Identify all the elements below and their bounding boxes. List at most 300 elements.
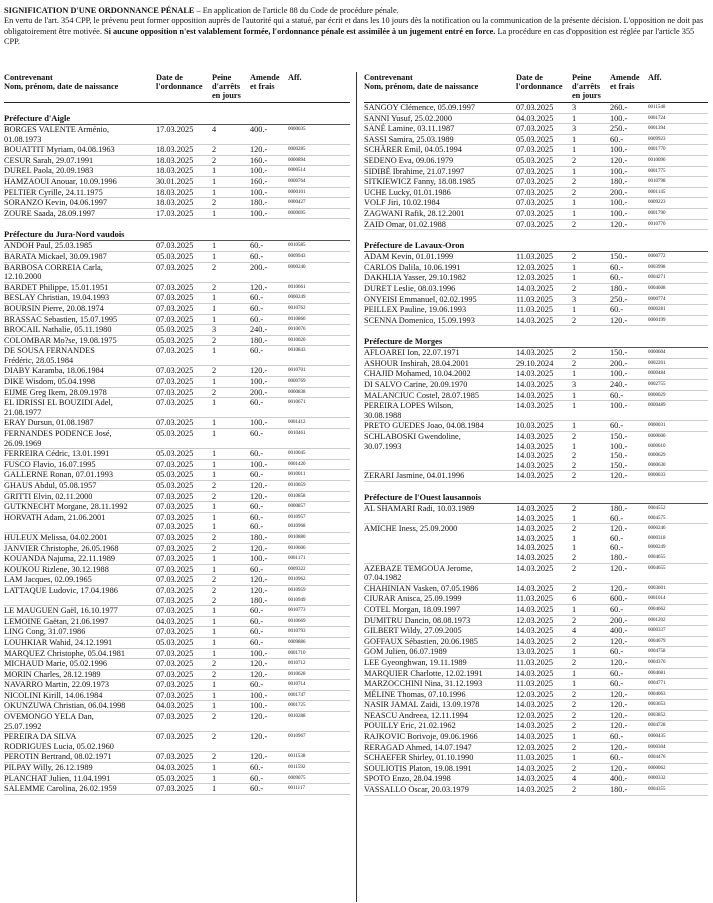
cell-contrevenant: POUILLY Eric, 21.02.1962 xyxy=(364,721,456,731)
cell-amende: 60.- xyxy=(250,251,264,261)
cell-amende: 180.- 60.- xyxy=(610,504,628,523)
table-row xyxy=(4,325,350,336)
cell-amende: 120.- xyxy=(610,721,628,731)
cell-contrevenant: MARQUIER Charlotte, 12.02.1991 xyxy=(364,668,483,678)
table-row xyxy=(4,763,350,774)
cell-amende: 120.- xyxy=(610,657,628,667)
cell-peine: 2 xyxy=(572,252,577,262)
cell-contrevenant: SCHAEFER Shirley, 01.10.1990 xyxy=(364,753,474,763)
cell-aff: 0010880 xyxy=(288,534,306,540)
cell-amende: 400.- xyxy=(610,774,628,784)
cell-contrevenant: DAKHLIA Yasser, 29.10.1982 xyxy=(364,273,466,283)
cell-amende: 260.- xyxy=(610,103,628,112)
cell-contrevenant: FERNANDES PODENCE José, 26.09.1969 xyxy=(4,429,112,448)
cell-peine: 1 xyxy=(572,390,577,400)
cell-date: 07.03.2025 xyxy=(156,293,194,303)
table-row xyxy=(4,177,350,188)
cell-contrevenant: GOFFAUX Sébastien, 20.06.1985 xyxy=(364,636,478,646)
cell-date: 14.03.2025 xyxy=(516,401,554,411)
cell-peine: 1 xyxy=(212,241,217,251)
cell-amende: 60.- xyxy=(250,449,264,459)
table-row xyxy=(364,177,708,188)
col-header-aff: Aff. xyxy=(288,73,302,82)
cell-peine: 2 xyxy=(212,491,217,501)
cell-amende: 100.- xyxy=(250,701,268,711)
cell-contrevenant: SORANZO Kevin, 04.06.1997 xyxy=(4,198,108,208)
cell-amende: 120.- xyxy=(610,742,628,752)
cell-date: 07.03.2025 xyxy=(156,398,194,408)
cell-aff: 0009223 xyxy=(648,200,666,206)
cell-aff: 0010461 xyxy=(288,431,306,437)
cell-peine: 1 xyxy=(212,470,217,480)
cell-date: 07.03.2025 xyxy=(156,554,194,564)
table-row xyxy=(364,220,708,231)
cell-aff: 0011592 xyxy=(288,765,306,771)
cell-date: 07.03.2025 xyxy=(156,648,194,658)
cell-aff: 0010962 xyxy=(288,577,306,583)
cell-contrevenant: MARZOCCHINI Nina, 31.12.1993 xyxy=(364,679,483,689)
cell-contrevenant: GRITTI Elvin, 02.11.2000 xyxy=(4,491,93,501)
cell-peine: 2 xyxy=(212,669,217,679)
cell-peine: 1 xyxy=(572,273,577,283)
cell-contrevenant: SANÉ Lamine, 03.11.1987 xyxy=(364,124,455,134)
cell-amende: 60.- xyxy=(250,637,264,647)
cell-peine: 1 xyxy=(572,145,577,155)
cell-amende: 120.- xyxy=(250,712,268,722)
cell-date: 14.03.2025 xyxy=(516,390,554,400)
cell-peine: 1 1 xyxy=(212,512,217,532)
table-row xyxy=(4,606,350,617)
cell-aff: 0000101 xyxy=(288,189,306,195)
cell-aff: 0010793 xyxy=(288,629,306,635)
cell-contrevenant: MICHAUD Marie, 05.02.1996 xyxy=(4,659,108,669)
cell-amende: 200.- xyxy=(250,262,268,272)
cell-aff: 0004681 xyxy=(648,670,666,676)
cell-aff: 0011117 xyxy=(288,786,305,792)
table-row xyxy=(364,167,708,178)
table-row xyxy=(364,273,708,284)
cell-peine: 2 xyxy=(572,721,577,731)
cell-contrevenant: AFLOAREI Ion, 22.07.1971 xyxy=(364,348,460,358)
cell-date: 05.03.2025 xyxy=(156,429,194,439)
cell-date: 14.03.2025 xyxy=(516,604,554,614)
cell-contrevenant: DUREL Paola, 20.09.1983 xyxy=(4,166,94,176)
table-row xyxy=(4,336,350,347)
table-row xyxy=(364,764,708,775)
cell-aff: 0000695 xyxy=(288,210,306,216)
cell-contrevenant: COTEL Morgan, 18.09.1997 xyxy=(364,604,461,614)
cell-date: 11.03.2025 xyxy=(516,679,554,689)
col-header-amende: Amende et frais xyxy=(610,73,640,91)
table-row xyxy=(4,429,350,449)
cell-contrevenant: ZERARI Jasmine, 04.01.1996 xyxy=(364,471,465,481)
col-header-amende: Amende et frais xyxy=(250,73,280,91)
cell-contrevenant: CHAJID Mohamed, 10.04.2002 xyxy=(364,369,471,379)
cell-contrevenant: JANVIER Christophe, 26.05.1968 xyxy=(4,543,119,553)
cell-date: 17.03.2025 xyxy=(156,125,194,134)
cell-aff: 0001775 xyxy=(648,168,666,174)
cell-aff: 0000772 xyxy=(648,254,666,260)
cell-amende: 100.- xyxy=(250,187,268,197)
cell-peine: 1 xyxy=(212,208,217,218)
cell-amende: 60.- xyxy=(250,606,264,616)
cell-amende: 200.- xyxy=(610,358,628,368)
cell-amende: 100.- xyxy=(610,208,628,218)
cell-date: 05.03.2025 xyxy=(156,637,194,647)
cell-aff: 0010059 xyxy=(288,483,306,488)
cell-peine: 1 xyxy=(572,134,577,144)
cell-peine: 2 1 xyxy=(572,504,577,523)
cell-aff: 0010606 xyxy=(288,545,306,551)
cell-peine: 2 xyxy=(572,763,577,773)
table-row xyxy=(364,774,708,785)
cell-contrevenant: LAM Jacques, 02.09.1965 xyxy=(4,575,92,585)
cell-aff: 0000240 xyxy=(288,264,306,270)
cell-aff: 0004608 xyxy=(648,285,666,291)
cell-aff: 0010671 xyxy=(288,400,306,406)
cell-peine: 1 xyxy=(212,418,217,428)
cell-amende: 60.- xyxy=(250,616,264,626)
cell-aff: 0000337 xyxy=(648,628,666,634)
cell-date: 05.03.2025 xyxy=(156,251,194,261)
cell-contrevenant: GHAUS Abdul, 05.08.1957 xyxy=(4,481,97,490)
cell-amende: 60.- xyxy=(250,314,264,324)
cell-contrevenant: DURET Leslie, 08.03.1996 xyxy=(364,283,456,293)
cell-amende: 60.- xyxy=(610,647,624,657)
cell-peine: 1 xyxy=(572,369,577,379)
cell-aff: 0010770 xyxy=(648,221,666,227)
cell-amende: 60.- xyxy=(250,241,264,251)
cell-peine: 1 xyxy=(572,604,577,614)
cell-contrevenant: COLOMBAR Mo?se, 19.08.1975 xyxy=(4,335,117,345)
cell-peine: 3 xyxy=(572,124,577,134)
cell-aff: 0000285 xyxy=(288,147,306,153)
cell-aff: 0010661 xyxy=(288,284,306,290)
cell-peine: 2 xyxy=(572,700,577,710)
cell-date: 07.03.2025 xyxy=(516,208,554,218)
cell-peine: 2 xyxy=(572,219,577,229)
cell-date: 11.03.2025 xyxy=(516,252,554,262)
cell-peine: 1 xyxy=(572,113,577,123)
cell-amende: 60.- xyxy=(610,305,624,315)
cell-date: 05.03.2025 xyxy=(156,449,194,459)
cell-contrevenant: NAVARRO Martin, 22.09.1973 xyxy=(4,680,110,690)
cell-contrevenant: ZAGWANI Rafik, 28.12.2001 xyxy=(364,208,465,218)
table-row xyxy=(364,647,708,658)
cell-aff: 0010096 xyxy=(648,157,666,163)
cell-amende: 100.- xyxy=(250,554,268,564)
cell-contrevenant: GOM Julien, 06.07.1989 xyxy=(364,647,447,657)
col-header-date: Date de l'ordonnance xyxy=(156,73,203,91)
cell-amende: 120.- xyxy=(250,145,268,155)
cell-aff: 0000769 xyxy=(288,379,306,385)
cell-contrevenant: AL SHAMARI Radi, 10.03.1989 xyxy=(364,504,475,513)
cell-amende: 250.- xyxy=(610,294,628,304)
cell-date: 07.03.2025 xyxy=(156,532,194,542)
cell-aff: 0000764 xyxy=(288,178,306,184)
cell-peine: 1 xyxy=(572,732,577,742)
table-row xyxy=(4,388,350,399)
cell-peine: 2 xyxy=(572,615,577,625)
cell-contrevenant: BARBOSA CORREIA Carla, 12.10.2000 xyxy=(4,262,103,282)
cell-date: 10.03.2025 xyxy=(516,421,554,431)
cell-date: 07.03.2025 xyxy=(516,198,554,208)
cell-aff: 0004728 xyxy=(648,723,666,729)
cell-contrevenant: DIABY Karamba, 18.06.1984 xyxy=(4,366,104,376)
cell-aff: 0010714 xyxy=(288,682,306,688)
cell-peine: 2 xyxy=(572,689,577,699)
cell-date: 14.03.2025 xyxy=(516,369,554,379)
cell-aff: 0000246 0000318 0000249 0004655 xyxy=(648,526,666,560)
cell-contrevenant: SPOTO Enzo, 28.04.1998 xyxy=(364,774,451,784)
left-column xyxy=(4,72,350,795)
cell-amende: 100.- xyxy=(250,208,268,218)
cell-peine: 2 xyxy=(212,335,217,345)
table-row xyxy=(364,295,708,306)
table-row xyxy=(4,377,350,388)
cell-amende: 100.- xyxy=(610,369,628,379)
cell-peine: 2 xyxy=(212,198,217,208)
cell-peine: 1 xyxy=(572,421,577,431)
table-row xyxy=(4,460,350,471)
cell-aff: 0004376 xyxy=(648,659,666,665)
section-title: Préfecture du Jura-Nord vaudois xyxy=(4,219,350,241)
cell-date: 12.03.2025 xyxy=(516,710,554,720)
cell-amende: 250.- xyxy=(610,124,628,134)
cell-aff: 0000894 xyxy=(288,157,306,163)
cell-peine: 1 xyxy=(212,648,217,658)
cell-amende: 60.- xyxy=(610,273,624,283)
cell-aff: 0010628 xyxy=(288,671,306,677)
cell-aff: 0001412 xyxy=(288,420,306,426)
cell-contrevenant: SCHÄRER Emil, 04.05.1994 xyxy=(364,145,462,155)
table-row xyxy=(364,188,708,199)
cell-aff: 0002755 xyxy=(648,382,666,388)
cell-peine: 2 xyxy=(212,543,217,553)
cell-date: 11.03.2025 xyxy=(516,753,554,763)
cell-aff: 0000249 xyxy=(288,295,306,301)
cell-amende: 60.- xyxy=(610,390,624,400)
cell-amende: 120.- xyxy=(250,366,268,376)
cell-aff: 0004679 xyxy=(648,638,666,644)
cell-contrevenant: MARQUEZ Christophe, 05.04.1981 xyxy=(4,648,125,658)
cell-aff: 0010858 xyxy=(288,493,306,499)
cell-contrevenant: GUTKNECHT Morgane, 28.11.1992 xyxy=(4,502,128,512)
table-row xyxy=(4,188,350,199)
cell-aff: 0010020 xyxy=(288,337,306,343)
table-row xyxy=(364,316,708,327)
cell-date: 05.03.2025 xyxy=(156,773,194,783)
cell-date: 12.03.2025 xyxy=(516,689,554,699)
cell-contrevenant: SITKIEWICZ Fanny, 18.08.1985 xyxy=(364,177,476,187)
cell-contrevenant: MORIN Charles, 28.12.1989 xyxy=(4,669,101,679)
cell-amende: 100.- xyxy=(250,418,268,428)
cell-date: 07.03.2025 xyxy=(516,145,554,155)
table-row xyxy=(364,504,708,524)
cell-amende: 60.- xyxy=(250,680,264,690)
cell-peine: 3 xyxy=(212,325,217,335)
cell-contrevenant: UCHE Lucky, 01.01.1986 xyxy=(364,187,451,197)
cell-date: 07.03.2025 xyxy=(156,606,194,616)
table-row xyxy=(4,554,350,565)
cell-contrevenant: PELTIER Cyrille, 24.11.1975 xyxy=(4,187,103,197)
cell-peine: 2 xyxy=(572,471,577,481)
cell-date: 07.03.2025 xyxy=(156,262,194,272)
cell-aff: 0010773 xyxy=(288,608,306,614)
cell-amende: 180.- xyxy=(610,785,628,795)
cell-amende: 120.- 60.- 60.- 180.- xyxy=(610,524,628,562)
cell-peine: 2 xyxy=(572,187,577,197)
cell-contrevenant: NASIR JAMAL Zaidi, 13.09.1978 xyxy=(364,700,480,710)
table-row xyxy=(364,252,708,263)
cell-contrevenant: ZAID Omar, 01.02.1988 xyxy=(364,219,446,229)
table-row xyxy=(364,145,708,156)
cell-aff: 0009075 xyxy=(288,775,306,781)
cell-aff: 0010669 xyxy=(288,618,306,624)
cell-date: 07.03.2025 xyxy=(156,564,194,574)
cell-peine: 1 xyxy=(212,773,217,783)
cell-date: 14.03.2025 14.03.2025 xyxy=(516,504,554,523)
cell-date: 14.03.2025 14.03.2025 14.03.2025 14.03.2025 xyxy=(516,432,554,470)
cell-aff: 0010967 xyxy=(288,734,306,740)
cell-peine: 1 xyxy=(572,198,577,208)
cell-aff: 0004355 xyxy=(648,787,666,793)
cell-peine: 1 xyxy=(572,753,577,763)
cell-aff: 0000435 xyxy=(648,734,666,740)
cell-date: 29.10.2024 xyxy=(516,358,554,368)
cell-aff: 0010712 xyxy=(288,661,306,667)
cell-contrevenant: HULEUX Melissa, 04.02.2001 xyxy=(4,532,108,542)
cell-date: 30.01.2025 xyxy=(156,176,194,186)
cell-date: 07.03.2025 xyxy=(156,377,194,387)
cell-amende: 100.- xyxy=(610,401,628,411)
cell-date: 11.03.2025 xyxy=(516,294,554,304)
cell-peine: 4 xyxy=(572,626,577,636)
cell-contrevenant: PEREIRA LOPES Wilson, 30.08.1988 xyxy=(364,401,454,420)
cell-date: 14.03.2025 14.03.2025 14.03.2025 14.03.2025 xyxy=(516,524,554,562)
table-row xyxy=(364,124,708,135)
cell-date: 14.03.2025 xyxy=(516,700,554,710)
cell-aff: 0001171 xyxy=(288,556,306,562)
table-row xyxy=(4,565,350,576)
cell-amende: 60.- 60.- xyxy=(250,512,264,532)
cell-date: 14.03.2025 xyxy=(516,348,554,358)
cell-peine: 3 xyxy=(572,103,577,112)
cell-date: 13.03.2025 xyxy=(516,647,554,657)
table-row xyxy=(4,252,350,263)
cell-aff: 0001710 xyxy=(288,650,306,656)
cell-contrevenant: BARDET Philippe, 15.01.1951 xyxy=(4,282,109,292)
cell-date: 18.03.2025 xyxy=(156,155,194,165)
cell-peine: 3 xyxy=(572,294,577,304)
cell-date: 14.03.2025 xyxy=(516,636,554,646)
table-row xyxy=(364,732,708,743)
table-row xyxy=(4,774,350,785)
cell-date: 07.03.2025 xyxy=(156,491,194,501)
cell-peine: 2 xyxy=(212,659,217,669)
cell-peine: 1 xyxy=(212,346,217,356)
table-row xyxy=(364,369,708,380)
cell-date: 18.03.2025 xyxy=(156,145,194,155)
cell-date: 07.03.2025 xyxy=(156,303,194,313)
cell-contrevenant: ZOURE Saada, 28.09.1997 xyxy=(4,208,96,218)
cell-peine: 1 xyxy=(572,208,577,218)
cell-date: 05.03.2025 xyxy=(156,481,194,490)
cell-contrevenant: SCHLABOSKI Gwendoline, 30.07.1993 xyxy=(364,432,461,451)
cell-peine: 1 xyxy=(212,176,217,186)
cell-aff: 0011540 xyxy=(648,105,666,110)
table-row xyxy=(4,398,350,418)
cell-date: 07.03.2025 xyxy=(156,502,194,512)
cell-amende: 120.- xyxy=(610,583,628,593)
cell-aff: 0003852 xyxy=(648,712,666,718)
table-row xyxy=(4,125,350,145)
col-header-contrevenant: Contrevenant Nom, prénom, date de naissance xyxy=(4,73,119,91)
cell-aff: 0001770 xyxy=(648,147,666,153)
cell-date: 04.03.2025 xyxy=(156,616,194,626)
cell-date: 14.03.2025 xyxy=(516,763,554,773)
cell-contrevenant: SANNI Yusuf, 25.02.2000 xyxy=(364,113,452,123)
cell-contrevenant: OKUNZUWA Christian, 06.04.1998 xyxy=(4,701,126,711)
cell-aff: 0004063 xyxy=(648,691,666,697)
cell-contrevenant: NEASCU Andreea, 12.11.1994 xyxy=(364,710,469,720)
cell-amende: 100.- xyxy=(250,377,268,387)
cell-contrevenant: FUSCO Flavio, 16.07.1995 xyxy=(4,459,96,469)
cell-peine: 3 xyxy=(572,380,577,390)
cell-amende: 60.- xyxy=(610,753,624,763)
cell-amende: 120.- xyxy=(250,575,268,585)
cell-aff: 0004662 xyxy=(648,606,666,612)
cell-aff: 0010866 xyxy=(288,316,306,322)
cell-peine: 1 xyxy=(212,303,217,313)
cell-aff: 0003998 xyxy=(648,264,666,270)
cell-contrevenant: DUMITRU Dancin, 08.08.1973 xyxy=(364,615,471,625)
table-row xyxy=(364,679,708,690)
cell-peine: 4 xyxy=(572,774,577,784)
cell-peine: 2 xyxy=(212,366,217,376)
cell-date: 17.03.2025 xyxy=(156,208,194,218)
right-column xyxy=(364,72,708,796)
cell-contrevenant: GALLERNE Ronan, 07.01.1993 xyxy=(4,470,114,480)
cell-peine: 2 xyxy=(212,282,217,292)
cell-date: 14.03.2025 xyxy=(516,626,554,636)
table-row xyxy=(364,421,708,432)
cell-date: 04.03.2025 xyxy=(516,113,554,123)
table-row xyxy=(4,209,350,220)
cell-amende: 60.- xyxy=(250,502,264,512)
table-row xyxy=(4,752,350,763)
table-row xyxy=(4,263,350,283)
notice-subtitle: – En application de l'article 88 du Code de procédure pénale. xyxy=(194,6,399,15)
cell-aff: 0000774 xyxy=(648,296,666,302)
cell-peine: 2 xyxy=(572,358,577,368)
cell-date: 07.03.2025 xyxy=(516,103,554,112)
cell-peine: 2 xyxy=(572,710,577,720)
cell-contrevenant: LING Cong, 31.07.1986 xyxy=(4,627,86,637)
cell-aff: 0000838 xyxy=(288,389,306,395)
cell-contrevenant: LOUHKIAR Wahid, 24.12.1991 xyxy=(4,637,113,647)
cell-peine: 2 xyxy=(212,712,217,722)
cell-contrevenant: KOUANDA Najuma, 22.11.1989 xyxy=(4,554,115,564)
cell-contrevenant: BARATA Mickael, 30.09.1987 xyxy=(4,251,107,261)
cell-peine: 2 xyxy=(572,636,577,646)
cell-contrevenant: BOUATTIT Myriam, 04.08.1963 xyxy=(4,145,115,155)
table-row xyxy=(364,348,708,359)
table-row xyxy=(4,156,350,167)
cell-date: 07.03.2025 xyxy=(156,659,194,669)
cell-contrevenant: RAJKOVIC Borivoje, 09.06.1966 xyxy=(364,732,478,742)
cell-contrevenant: PLANCHAT Julien, 11.04.1991 xyxy=(4,773,111,783)
